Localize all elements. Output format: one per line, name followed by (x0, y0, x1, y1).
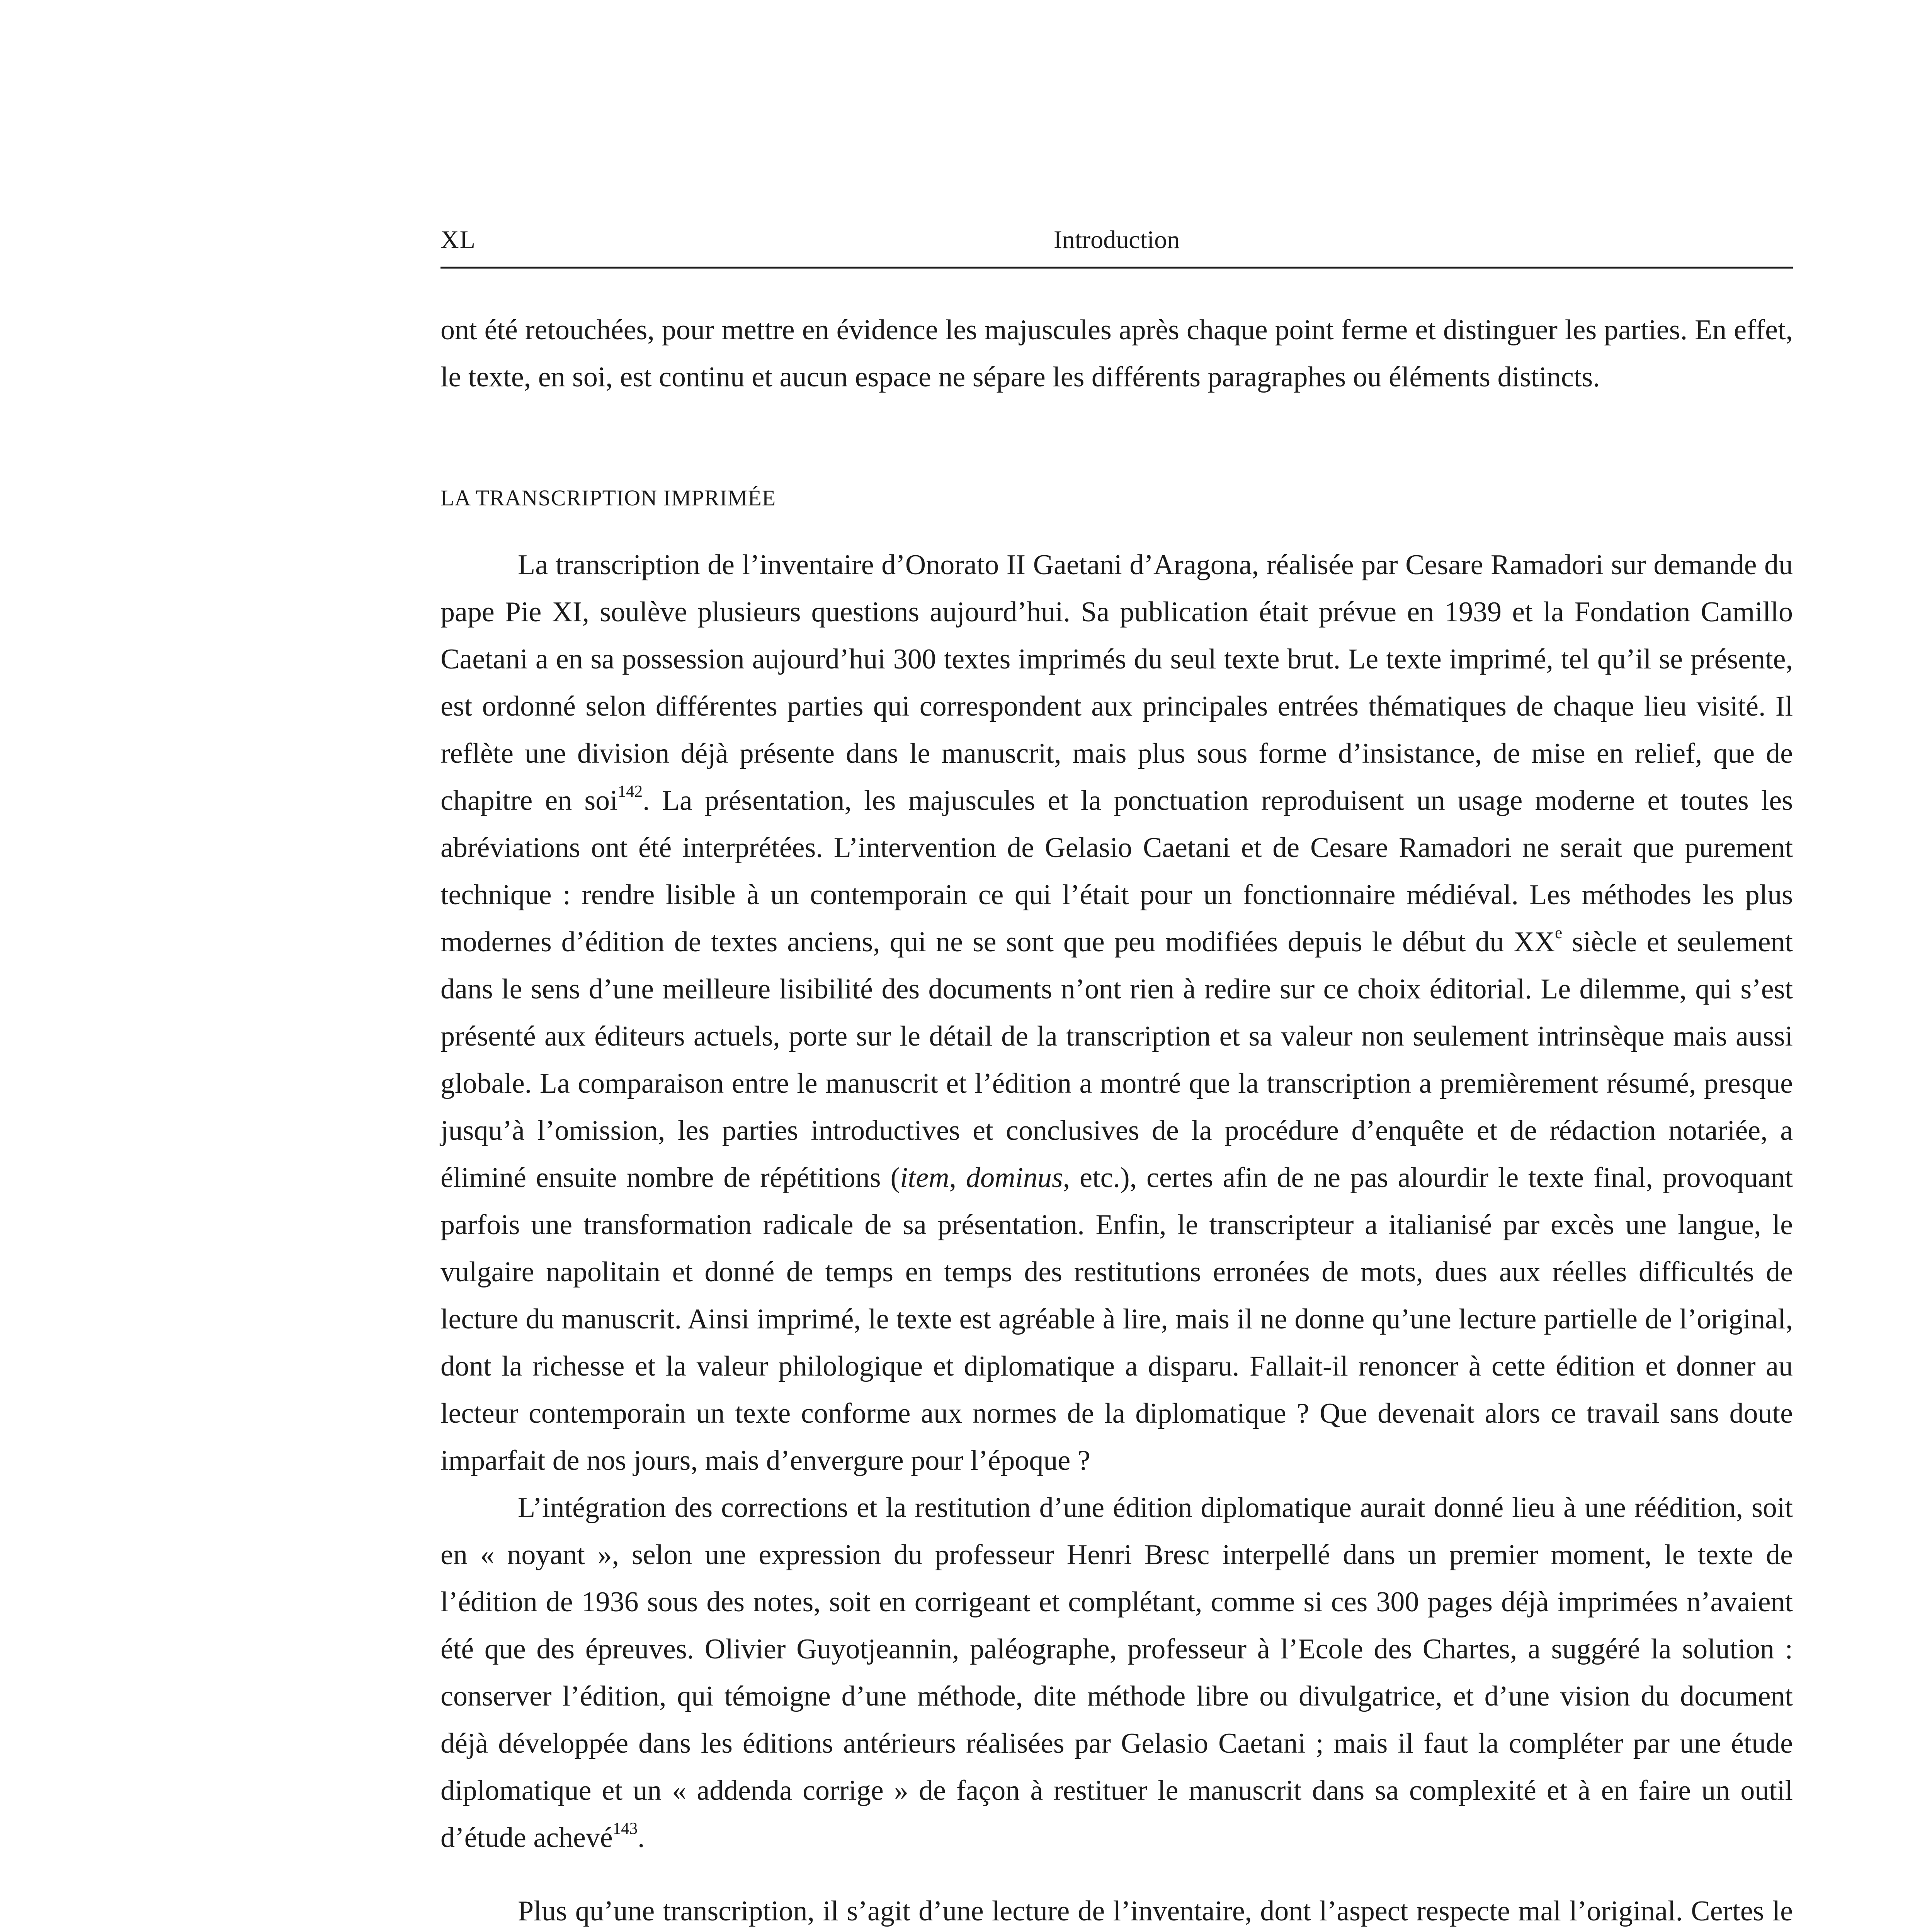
paragraph-text: , etc.), certes afin de ne pas alourdir le texte final, provoquant parfois une transformation radicale de sa présentation. Enfin, le transcripteur a italianisé par excès une langue, le vulgaire napolitain et donné de temps en temps des restitutions erronées de mots, dues aux réelles difficultés de lecture du manuscrit. Ainsi imprimé, le texte est agréable à lire, mais il ne donne qu’une lecture partielle de l’original, dont la richesse et la valeur philologique et diplomatique a disparu. Fallait-il renoncer à cette édition et donner au lecteur contemporain un texte conforme aux normes de la diplomatique ? Que devenait alors ce travail sans doute imparfait de nos jours, mais d’envergure pour l’époque ? (440, 1162, 1793, 1476)
paragraph-text: La transcription de l’inventaire d’Onorato II Gaetani d’Aragona, réalisée par Cesare Ramadori sur demande du pape Pie XI, soulève plusieurs questions aujourd’hui. Sa publication était prévue en 1939 et la Fondation Camillo Caetani a en sa possession aujourd’hui 300 textes imprimés du seul texte brut. Le texte imprimé, tel qu’il se présente, est ordonné selon différentes parties qui correspondent aux principales entrées thématiques de chaque lieu visité. Il reflète une division déjà présente dans le manuscrit, mais plus sous forme d’insistance, de mise en relief, que de chapitre en soi (440, 549, 1793, 816)
paragraph-text: L’intégration des corrections et la restitution d’une édition diplomatique aurait donné lieu à une réédition, soit en « noyant », selon une expression du professeur Henri Bresc interpellé dans un premier moment, le texte de l’édition de 1936 sous des notes, soit en corrigeant et complétant, comme si ces 300 pages déjà imprimées n’avaient été que des épreuves. Olivier Guyotjeannin, paléographe, professeur à l’Ecole des Chartes, a suggéré la solution : conserver l’édition, qui témoigne d’une méthode, dite méthode libre ou divulgatrice, et d’une vision du document déjà développée dans les éditions antérieurs réalisées par Gelasio Caetani ; mais il faut la compléter par une étude diplomatique et un « addenda corrige » de façon à restituer le manuscrit dans sa complexité et à en faire un outil d’étude achevé (440, 1492, 1793, 1854)
century-superscript: e (1555, 923, 1563, 942)
italic-term-dominus: dominus (966, 1162, 1063, 1194)
italic-term-item: item (900, 1162, 949, 1194)
paragraph-text: . (638, 1822, 645, 1854)
paragraph-text: siècle et seulement dans le sens d’une meilleure lisibilité des documents n’ont rien à redire sur ce choix éditorial. Le dilemme, qui s’est présenté aux éditeurs actuels, porte sur le détail de la transcription et sa valeur non seulement intrinsèque mais aussi globale. La comparaison entre le manuscrit et l’édition a montré que la transcription a premièrement résumé, presque jusqu’à l’omission, les parties introductives et conclusives de la procédure d’enquête et de rédaction notariée, a éliminé ensuite nombre de répétitions ( (440, 926, 1793, 1194)
section-heading: LA TRANSCRIPTION IMPRIMÉE (440, 485, 776, 510)
main-text (440, 306, 1793, 1932)
paragraph-text: . La présentation, les majuscules et la ponctuation reproduisent un usage moderne et toutes les abréviations ont été interprétées. L’intervention de Gelasio Caetani et de Cesare Ramadori ne serait que purement technique : rendre lisible à un contemporain ce qui l’était pour un fonctionnaire médiéval. Les méthodes les plus modernes d’édition de textes anciens, qui ne se sont que peu modifiées depuis le début du XX (440, 785, 1793, 958)
paragraph-text: , (949, 1162, 966, 1194)
intro-paragraph: ont été retouchées, pour mettre en évidence les majuscules après chaque point ferme et distinguer les parties. En effet, le texte, en soi, est continu et aucun espace ne sépare les différents paragraphes ou éléments distincts. (440, 314, 1793, 393)
paragraph-text: Plus qu’une transcription, il s’agit d’une lecture de l’inventaire, dont l’aspect respecte mal l’original. Certes le (518, 1895, 1793, 1927)
document-page (440, 216, 1793, 1932)
paragraph-transcription (440, 541, 1793, 1484)
page-folio: XL (440, 226, 476, 254)
footnote-reference-142[interactable]: 142 (617, 782, 643, 801)
paragraph-diplomatic-edition (440, 1484, 1793, 1861)
running-header (440, 216, 1793, 269)
footnote-reference-143[interactable]: 143 (612, 1819, 638, 1838)
paragraph-reading (440, 1888, 1793, 1932)
running-title: Introduction (1053, 226, 1180, 254)
